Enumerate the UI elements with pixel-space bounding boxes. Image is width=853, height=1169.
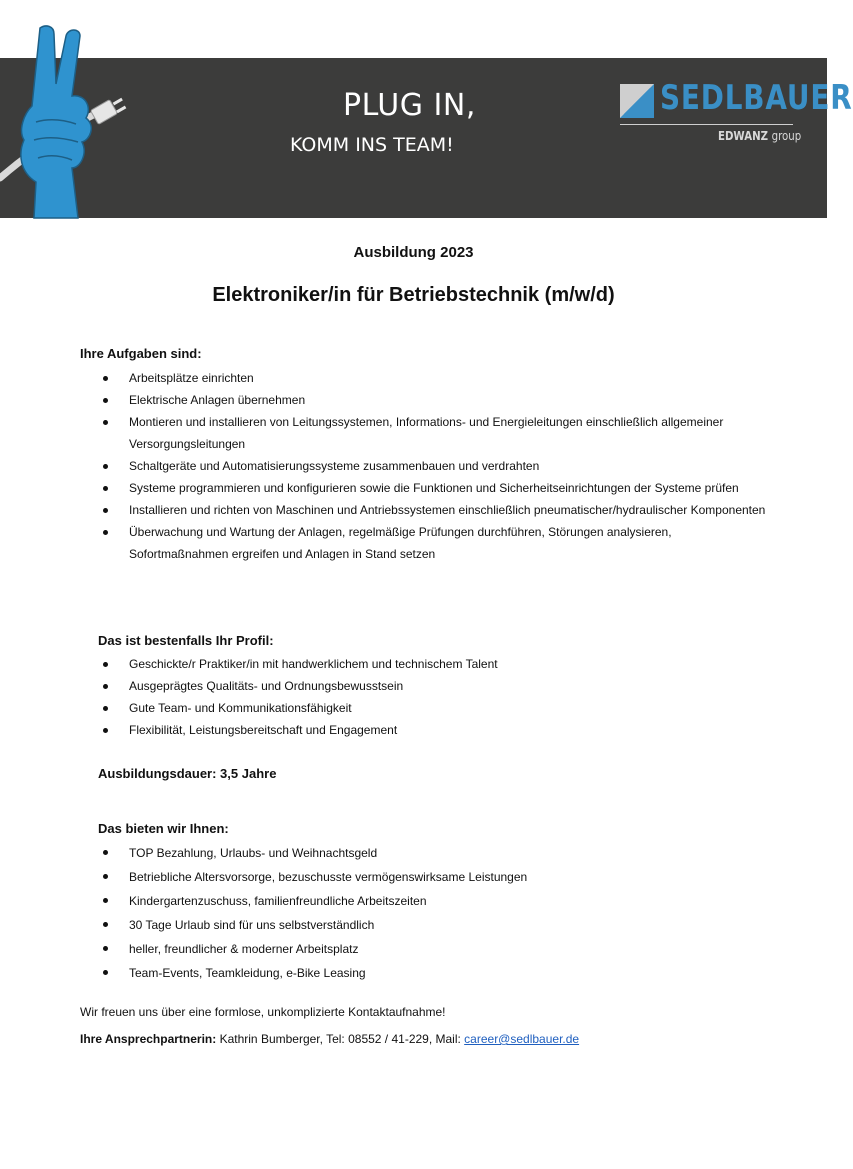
logo-subbrand-group: group: [771, 129, 802, 143]
slogan-line-2: KOMM INS TEAM!: [290, 134, 454, 156]
list-item: Systeme programmieren und konfigurieren sowie die Funktionen und Sicherheitseinrichtungen der Systeme prüfen: [80, 477, 770, 499]
logo-subbrand-name: EDWANZ: [718, 129, 769, 143]
list-item: Montieren und installieren von Leitungssystemen, Informations- und Energieleitungen einschließlich allgemeiner Versorgungsleitungen: [80, 411, 770, 455]
list-item: Überwachung und Wartung der Anlagen, regelmäßige Prüfungen durchführen, Störungen analysieren, Sofortmaßnahmen ergreifen und Anlagen in Stand setzen: [80, 521, 770, 565]
sedlbauer-logo-mark: [620, 84, 654, 118]
contact-label: Ihre Ansprechpartnerin:: [80, 1032, 217, 1046]
profile-list: [80, 653, 770, 741]
job-title: Elektroniker/in für Betriebstechnik (m/w/d): [212, 284, 615, 306]
profile-heading: Das ist bestenfalls Ihr Profil:: [98, 633, 274, 648]
list-item: Geschickte/r Praktiker/in mit handwerklichem und technischem Talent: [80, 653, 770, 675]
tasks-list: [80, 367, 770, 565]
offer-list: [80, 841, 770, 985]
logo-wordmark: SEDLBAUER: [660, 78, 853, 118]
list-item: Team-Events, Teamkleidung, e-Bike Leasing: [80, 961, 770, 985]
list-item: TOP Bezahlung, Urlaubs- und Weihnachtsgeld: [80, 841, 770, 865]
list-item: Betriebliche Altersvorsorge, bezuschusste vermögenswirksame Leistungen: [80, 865, 770, 889]
hand-plug-illustration: [0, 22, 140, 218]
list-item: Installieren und richten von Maschinen und Antriebssystemen einschließlich pneumatischer/hydraulischer Komponenten: [80, 499, 770, 521]
list-item: Flexibilität, Leistungsbereitschaft und Engagement: [80, 719, 770, 741]
logo-subbrand: [718, 129, 801, 143]
tasks-heading: Ihre Aufgaben sind:: [80, 346, 202, 361]
list-item: Ausgeprägtes Qualitäts- und Ordnungsbewusstsein: [80, 675, 770, 697]
logo-divider: [620, 124, 793, 125]
list-item: Elektrische Anlagen übernehmen: [80, 389, 770, 411]
contact-details: Kathrin Bumberger, Tel: 08552 / 41-229, Mail:: [216, 1032, 465, 1046]
slogan-line-1: PLUG IN,: [343, 88, 476, 123]
list-item: 30 Tage Urlaub sind für uns selbstverständlich: [80, 913, 770, 937]
job-subtitle: Ausbildung 2023: [353, 244, 474, 261]
email-link[interactable]: career@sedlbauer.de: [464, 1032, 580, 1046]
contact-line: [80, 1032, 579, 1046]
list-item: Arbeitsplätze einrichten: [80, 367, 770, 389]
list-item: Kindergartenzuschuss, familienfreundliche Arbeitszeiten: [80, 889, 770, 913]
offer-heading: Das bieten wir Ihnen:: [98, 821, 229, 836]
list-item: Gute Team- und Kommunikationsfähigkeit: [80, 697, 770, 719]
list-item: heller, freundlicher & moderner Arbeitsplatz: [80, 937, 770, 961]
list-item: Schaltgeräte und Automatisierungssysteme zusammenbauen und verdrahten: [80, 455, 770, 477]
training-duration: Ausbildungsdauer: 3,5 Jahre: [98, 766, 277, 781]
closing-invite: Wir freuen uns über eine formlose, unkomplizierte Kontaktaufnahme!: [80, 1005, 446, 1019]
